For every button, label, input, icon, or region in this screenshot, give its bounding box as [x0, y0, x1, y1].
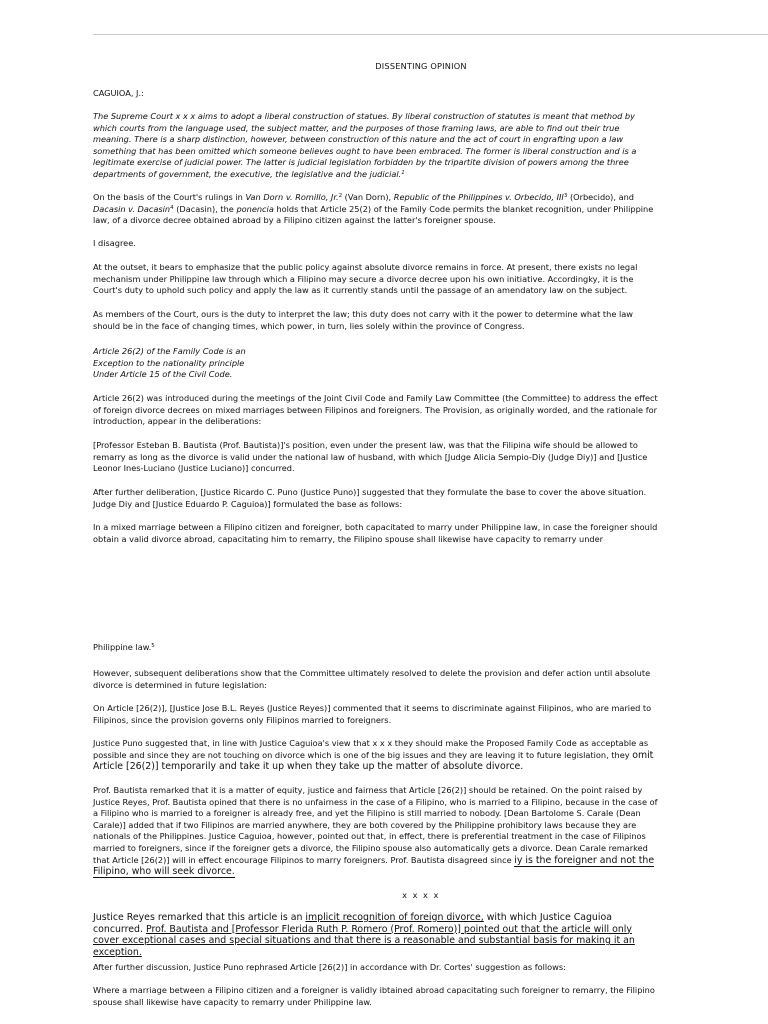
- mixed-marriage-quote: In a mixed marriage between a Filipino citizen and foreigner, both capacitated to marry under Philippine law, in case the foreigner should obtain a valid divorce abroad, capacitating him to remarry, the Filipino spouse shall likewise have capacity to remarry under: [93, 522, 658, 544]
- latin-term: ponencia: [236, 203, 274, 214]
- where-quote: Where a marriage between a Filipino citizen and a foreigner is validly ibtained abroad capacitating such foreigner to remarry, the Filipino spouse shall likewise have capacity to remarry under Philippine law.: [93, 985, 655, 1007]
- reyes-quote: On Article [26(2)], [Justice Jose B.L. Reyes (Justice Reyes)] commented that it seems to discriminate against Filipinos, who are maried to Filipinos, since the provision governs only Filipinos married to foreigners.: [93, 703, 652, 725]
- footnote-ref: 3: [563, 193, 568, 199]
- text-span: holds that Article 25(2) of the Family Code permits the blanket recognition, under Philippine law, of a divorce decree obtained abroad by a Filipino citizen against the latter's foreigner spouse.: [93, 203, 654, 226]
- further-quote: After further deliberation, [Justice Ricardo C. Puno (Justice Puno)] suggested that they formulate the base to cover the above situation. Judge Diy and [Justice Eduardo P. Caguioa)] formulated the base as follows:: [93, 487, 647, 509]
- text-span: Philippine law.: [93, 642, 152, 652]
- epigraph-paragraph: [93, 111, 658, 181]
- epigraph-text: The Supreme Court x x x aims to adopt a liberal construction of statues. By liberal construction of statutes is meant that method by which courts from the language used, the subject matter, and the purposes of those framing laws, are able to find out their true meaning. There is a sharp distinction, however, between construction of this nature and the act of court in engrafting upon a law something that has been omitted which someone believes ought to have been embraced. The former is liberal construction and is a legitimate exercise of judicial power. The latter is judicial legislation forbidden by the tripartite division of powers among the three departments of government, the executive, the legislative and the judicial.: [93, 111, 637, 179]
- text-span: On the basis of the Court's rulings in: [93, 192, 246, 202]
- underlined-text: implicit recognition of foreign divorce,: [305, 912, 484, 923]
- disagree-paragraph: I disagree.: [93, 238, 136, 248]
- text-span: Justice Puno suggested that, in line with Justice Caguioa's view that x x x they should make the Proposed Family Code as acceptable as possible and since they are not touching on divorce which is one of the big issues and they are leaving it to future legislation, they: [93, 738, 649, 760]
- text-span: (Orbecido), and: [567, 192, 634, 202]
- subheading-line: Article 26(2) of the Family Code is an: [93, 346, 246, 356]
- text-span: Justice Reyes remarked that this article is an: [93, 912, 306, 923]
- prof-bautista-quote: [93, 785, 658, 878]
- text-span: with which Justice Caguioa concurred.: [93, 912, 612, 935]
- article-paragraph: Article 26(2) was introduced during the meetings of the Joint Civil Code and Family Law Committee (the Committee) to address the effect of foreign divorce decrees on mixed marriages between Filipinos and foreigners. The Provision, as originally worded, and the rationale for introduction, appear in the deliberations:: [93, 393, 658, 427]
- however-paragraph: However, subsequent deliberations show that the Committee ultimately resolved to delete the provision and defer action until absolute divorce is determined in future legislation:: [93, 668, 651, 690]
- subheading-line: Under Article 15 of the Civil Code.: [93, 369, 233, 380]
- case-citation: Van Dorn v. Romillo, Jr.: [245, 192, 339, 202]
- underlined-text: iy is the foreigner and not the Filipino, who will seek divorce.: [93, 854, 655, 878]
- top-divider: [93, 34, 768, 35]
- text-span: (Van Dorn),: [342, 192, 394, 202]
- puno-quote: [93, 738, 658, 773]
- phil-law-line: [93, 642, 658, 654]
- bautista-quote: [Professor Esteban B. Bautista (Prof. Bautista)]'s position, even under the present law, was that the Filipina wife should be allowed to remarry as long as the divorce is valid under the national law of husband, with which [Judge Alicia Sempio-Diy (Judge Diy)] and [Justice Leonor Ines-Luciano (Justice Luciano)] concurred.: [93, 440, 648, 474]
- footnote-ref: 5: [151, 643, 155, 649]
- opinion-heading: DISSENTING OPINION: [375, 61, 467, 71]
- after-paragraph: After further discussion, Justice Puno rephrased Article [26(2)] in accordance with Dr. Cortes' suggestion as follows:: [93, 962, 566, 972]
- remark-quote: [93, 912, 658, 958]
- section-subheading: [93, 346, 658, 381]
- basis-paragraph: [93, 192, 658, 227]
- case-citation: Republic of the Philippines v. Orbecido, III: [393, 192, 564, 202]
- subheading-line: Exception to the nationality principle: [93, 357, 245, 368]
- outset-paragraph: At the outset, it bears to emphasize that the public policy against absolute divorce remains in force. At present, there exists no legal mechanism under Philippine law through which a Filipino may secure a divorce decree upon his own initiative. Accordingky, it is the Court's duty to uphold such policy and apply the law as it currently stands until the passage of an amendatory law on the subject.: [93, 262, 638, 296]
- footnote-ref: 1: [401, 169, 405, 176]
- underlined-text: Prof. Bautista and [Professor Flerida Ruth P. Romero (Prof. Romero)] pointed out that the article will only cover exceptional cases and special situations and that there is a reasonable and substantial basis for making it an exception.: [93, 923, 635, 958]
- footnote-ref: 4: [170, 204, 174, 211]
- text-span: omit Article [26(2)] temporarily and take it up when they take up the matter of absolute divorce.: [93, 749, 654, 773]
- members-paragraph: As members of the Court, ours is the duty to interpret the law; this duty does not carry with it the power to determine what the law should be in the face of changing times, which power, in turn, lies solely within the province of Congress.: [93, 309, 633, 331]
- footnote-ref: 2: [338, 193, 343, 199]
- text-span: Prof. Bautista remarked that it is a matter of equity, justice and fairness that Article [26(2)] should be retained. On the point raised by Justice Reyes, Prof. Bautista opined that there is no unfairness in the case of a Filipino, who is married to a Filipino, because in the case of a Filipino who is married to a foreigner is already free, and yet the Filipino is still married to nobody. [Dean Bartolome S. Carale (Dean Carale)] added that if two Filipinos are married anywhere, they are both covered by the Philippine prohibitory laws because they are nationals of the Philippines. Justice Caguioa, however, pointed out that, in effect, there is preferential treatment in the case of Filipinos married to foreigners, since if the foreigner gets a divorce, the Filipino spouse also automatically gets a divorce. Dean Carale remarked that Article [26(2)] will in effect encourage Filipinos to marry foreigners. Prof. Bautista disagreed since: [93, 785, 658, 865]
- ellipsis-separator: x x x x: [402, 890, 440, 900]
- text-span: (Dacasin), the: [173, 203, 237, 214]
- author-line: CAGUIOA, J.:: [93, 88, 144, 98]
- case-citation: Dacasin v. Dacasin: [93, 203, 171, 214]
